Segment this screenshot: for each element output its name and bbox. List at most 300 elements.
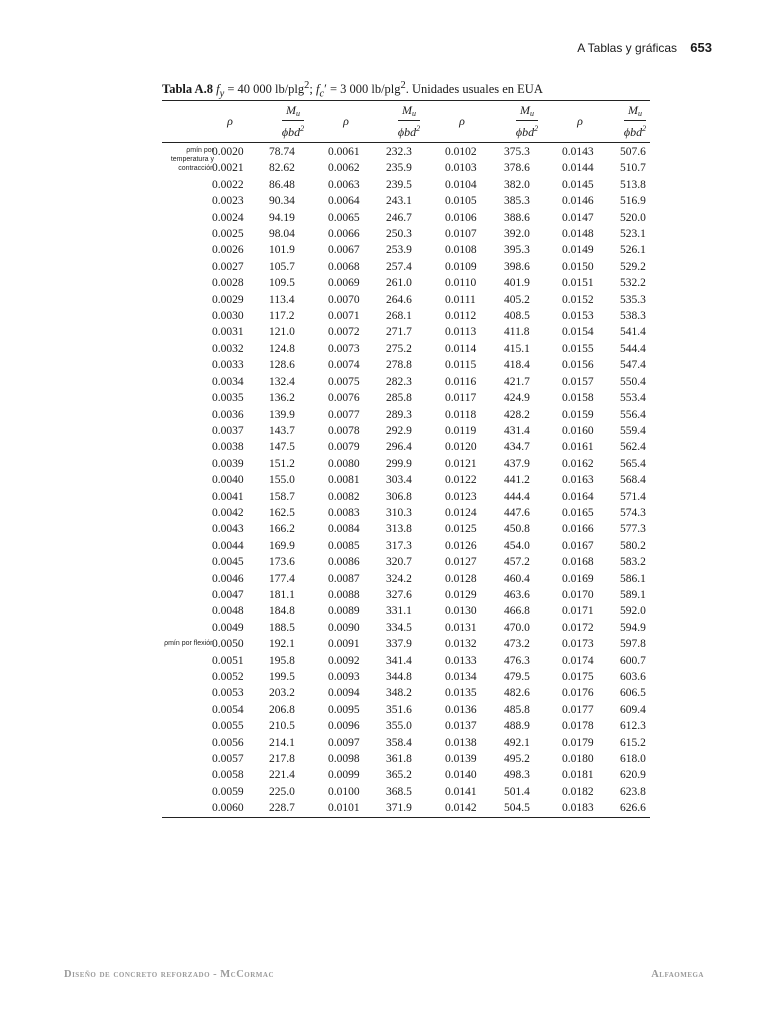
table-row (162, 423, 650, 439)
table-row (162, 324, 650, 340)
footer-publisher: Alfaomega (651, 969, 704, 980)
cell-mu: 592.0 (620, 605, 646, 618)
cell-rho: 0.0130 (445, 605, 477, 618)
cell-mu: 221.4 (269, 769, 295, 782)
cell-rho: 0.0021 (212, 162, 244, 175)
cell-mu: 113.4 (269, 293, 295, 306)
cell-mu: 565.4 (620, 457, 646, 470)
cell-mu: 495.2 (504, 753, 530, 766)
cell-rho: 0.0126 (445, 539, 477, 552)
cell-mu: 124.8 (269, 342, 295, 355)
cell-rho: 0.0071 (328, 310, 360, 323)
cell-rho: 0.0055 (212, 720, 244, 733)
cell-rho: 0.0091 (328, 638, 360, 651)
note-rho-min-temperature: ρmín por temperatura y contracción (170, 147, 214, 172)
cell-rho: 0.0166 (562, 523, 594, 536)
cell-mu: 117.2 (269, 310, 295, 323)
table-row (162, 193, 650, 209)
cell-mu: 217.8 (269, 753, 295, 766)
header-mu-over-phibd2 (263, 101, 323, 142)
header-mu-subscript: u (296, 109, 300, 118)
cell-rho: 0.0124 (445, 506, 477, 519)
cell-rho: 0.0066 (328, 228, 360, 241)
cell-mu: 147.5 (269, 441, 295, 454)
header-phibd: ϕbd (515, 125, 535, 139)
cell-rho: 0.0175 (562, 671, 594, 683)
cell-rho: 0.0093 (328, 671, 360, 683)
cell-mu: 264.6 (386, 293, 412, 306)
cell-rho: 0.0180 (562, 753, 594, 766)
table-row (162, 702, 650, 718)
cell-mu: 547.4 (620, 359, 646, 372)
cell-rho: 0.0020 (212, 146, 244, 158)
cell-mu: 296.4 (386, 441, 412, 454)
cell-mu: 398.6 (504, 260, 530, 273)
table-row (162, 390, 650, 406)
cell-rho: 0.0119 (445, 424, 477, 437)
cell-mu: 155.0 (269, 474, 295, 487)
cell-mu: 466.8 (504, 605, 530, 618)
table-row (162, 242, 650, 258)
cell-rho: 0.0094 (328, 687, 360, 700)
cell-rho: 0.0069 (328, 277, 360, 290)
cell-mu: 188.5 (269, 621, 295, 634)
cell-rho: 0.0068 (328, 260, 360, 273)
cell-rho: 0.0078 (328, 424, 360, 437)
table-row (162, 144, 650, 160)
cell-mu: 626.6 (620, 802, 646, 815)
header-mu-subscript: u (638, 109, 642, 118)
cell-mu: 331.1 (386, 605, 412, 618)
cell-rho: 0.0088 (328, 588, 360, 601)
cell-rho: 0.0077 (328, 408, 360, 421)
header-phibd: ϕbd (623, 125, 643, 139)
cell-rho: 0.0107 (445, 228, 477, 241)
cell-mu: 257.4 (386, 260, 412, 273)
header-mu-subscript: u (530, 109, 534, 118)
cell-mu: 594.9 (620, 621, 646, 634)
cell-mu: 529.2 (620, 260, 646, 273)
cell-mu: 317.3 (386, 539, 412, 552)
running-head (577, 40, 712, 56)
cell-rho: 0.0170 (562, 588, 594, 601)
cell-rho: 0.0083 (328, 506, 360, 519)
cell-mu: 368.5 (386, 785, 412, 798)
cell-rho: 0.0023 (212, 195, 244, 208)
table-row (162, 439, 650, 455)
cell-mu: 405.2 (504, 293, 530, 306)
cell-rho: 0.0137 (445, 720, 477, 733)
cell-mu: 577.3 (620, 523, 646, 536)
header-rho: ρ (343, 114, 349, 128)
cell-mu: 348.2 (386, 687, 412, 700)
cell-mu: 139.9 (269, 408, 295, 421)
cell-rho: 0.0159 (562, 408, 594, 421)
cell-rho: 0.0090 (328, 621, 360, 634)
table-row (162, 767, 650, 783)
table-row (162, 800, 650, 816)
cell-mu: 86.48 (269, 178, 295, 191)
cell-rho: 0.0036 (212, 408, 244, 421)
cell-rho: 0.0134 (445, 671, 477, 683)
cell-mu: 520.0 (620, 211, 646, 224)
cell-mu: 623.8 (620, 785, 646, 798)
cell-mu: 253.9 (386, 244, 412, 257)
cell-rho: 0.0162 (562, 457, 594, 470)
cell-rho: 0.0085 (328, 539, 360, 552)
cell-mu: 320.7 (386, 556, 412, 569)
cell-mu: 337.9 (386, 638, 412, 651)
cell-rho: 0.0167 (562, 539, 594, 552)
cell-mu: 580.2 (620, 539, 646, 552)
cell-mu: 388.6 (504, 211, 530, 224)
cell-rho: 0.0173 (562, 638, 594, 651)
cell-rho: 0.0115 (445, 359, 477, 372)
cell-mu: 169.9 (269, 539, 295, 552)
cell-mu: 341.4 (386, 654, 412, 667)
cell-mu: 463.6 (504, 588, 530, 601)
cell-mu: 606.5 (620, 687, 646, 700)
cell-mu: 559.4 (620, 424, 646, 437)
cell-rho: 0.0171 (562, 605, 594, 618)
cell-rho: 0.0058 (212, 769, 244, 782)
cell-mu: 589.1 (620, 588, 646, 601)
cell-rho: 0.0120 (445, 441, 477, 454)
cell-mu: 292.9 (386, 424, 412, 437)
cell-rho: 0.0141 (445, 785, 477, 798)
cell-rho: 0.0070 (328, 293, 360, 306)
table-row (162, 489, 650, 505)
fy-symbol: f (216, 82, 220, 97)
table-label: Tabla A.8 (162, 82, 213, 97)
cell-mu: 516.9 (620, 195, 646, 208)
header-rho: ρ (459, 114, 465, 128)
cell-rho: 0.0160 (562, 424, 594, 437)
cell-rho: 0.0143 (562, 146, 594, 158)
fc-prime: ′ (324, 82, 327, 97)
cell-rho: 0.0113 (445, 326, 477, 339)
cell-mu: 450.8 (504, 523, 530, 536)
cell-rho: 0.0139 (445, 753, 477, 766)
cell-rho: 0.0165 (562, 506, 594, 519)
cell-mu: 597.8 (620, 638, 646, 651)
cell-mu: 568.4 (620, 474, 646, 487)
cell-rho: 0.0145 (562, 178, 594, 191)
cell-mu: 421.7 (504, 375, 530, 388)
cell-mu: 214.1 (269, 736, 295, 749)
table-row (162, 685, 650, 701)
cell-mu: 378.6 (504, 162, 530, 175)
cell-rho: 0.0037 (212, 424, 244, 437)
cell-rho: 0.0105 (445, 195, 477, 208)
cell-rho: 0.0110 (445, 277, 477, 290)
cell-mu: 600.7 (620, 654, 646, 667)
header-mu-over-phibd2 (379, 101, 439, 142)
cell-rho: 0.0142 (445, 802, 477, 815)
cell-mu: 303.4 (386, 474, 412, 487)
cell-mu: 225.0 (269, 785, 295, 798)
cell-mu: 105.7 (269, 260, 295, 273)
cell-rho: 0.0114 (445, 342, 477, 355)
cell-mu: 306.8 (386, 490, 412, 503)
cell-rho: 0.0149 (562, 244, 594, 257)
header-rho: ρ (577, 114, 583, 128)
cell-mu: 415.1 (504, 342, 530, 355)
cell-mu: 556.4 (620, 408, 646, 421)
cell-rho: 0.0034 (212, 375, 244, 388)
cell-rho: 0.0042 (212, 506, 244, 519)
cell-rho: 0.0133 (445, 654, 477, 667)
cell-mu: 428.2 (504, 408, 530, 421)
cell-mu: 395.3 (504, 244, 530, 257)
cell-rho: 0.0084 (328, 523, 360, 536)
table-row (162, 275, 650, 291)
cell-rho: 0.0082 (328, 490, 360, 503)
cell-rho: 0.0095 (328, 703, 360, 716)
cell-mu: 437.9 (504, 457, 530, 470)
cell-mu: 513.8 (620, 178, 646, 191)
cell-mu: 206.8 (269, 703, 295, 716)
header-phibd-exponent: 2 (300, 124, 305, 133)
cell-mu: 121.0 (269, 326, 295, 339)
table-row (162, 226, 650, 242)
cell-rho: 0.0129 (445, 588, 477, 601)
cell-mu: 441.2 (504, 474, 530, 487)
header-mu-over-phibd2 (497, 101, 557, 142)
table-row (162, 521, 650, 537)
cell-mu: 424.9 (504, 392, 530, 405)
table-row (162, 620, 650, 636)
cell-mu: 82.62 (269, 162, 295, 175)
cell-rho: 0.0057 (212, 753, 244, 766)
cell-mu: 444.4 (504, 490, 530, 503)
cell-rho: 0.0076 (328, 392, 360, 405)
cell-mu: 612.3 (620, 720, 646, 733)
table-bottom-rule (162, 817, 650, 818)
cell-mu: 351.6 (386, 703, 412, 716)
cell-rho: 0.0148 (562, 228, 594, 241)
cell-mu: 210.5 (269, 720, 295, 733)
cell-rho: 0.0099 (328, 769, 360, 782)
cell-rho: 0.0033 (212, 359, 244, 372)
cell-rho: 0.0098 (328, 753, 360, 766)
cell-rho: 0.0116 (445, 375, 477, 388)
cell-mu: 250.3 (386, 228, 412, 241)
cell-rho: 0.0025 (212, 228, 244, 241)
cell-rho: 0.0028 (212, 277, 244, 290)
cell-mu: 553.4 (620, 392, 646, 405)
cell-rho: 0.0128 (445, 572, 477, 585)
cell-rho: 0.0059 (212, 785, 244, 798)
cell-mu: 184.8 (269, 605, 295, 618)
cell-rho: 0.0075 (328, 375, 360, 388)
cell-mu: 232.3 (386, 146, 412, 158)
cell-rho: 0.0118 (445, 408, 477, 421)
cell-mu: 228.7 (269, 802, 295, 815)
cell-rho: 0.0029 (212, 293, 244, 306)
cell-rho: 0.0155 (562, 342, 594, 355)
cell-mu: 385.3 (504, 195, 530, 208)
cell-mu: 282.3 (386, 375, 412, 388)
cell-mu: 550.4 (620, 375, 646, 388)
cell-rho: 0.0174 (562, 654, 594, 667)
cell-rho: 0.0109 (445, 260, 477, 273)
cell-rho: 0.0144 (562, 162, 594, 175)
cell-mu: 243.1 (386, 195, 412, 208)
cell-rho: 0.0043 (212, 523, 244, 536)
cell-mu: 392.0 (504, 228, 530, 241)
running-head-section: A Tablas y gráficas (577, 41, 678, 55)
cell-mu: 510.7 (620, 162, 646, 175)
cell-rho: 0.0158 (562, 392, 594, 405)
cell-mu: 132.4 (269, 375, 295, 388)
cell-rho: 0.0053 (212, 687, 244, 700)
header-mu-symbol: M (628, 103, 638, 117)
cell-mu: 488.9 (504, 720, 530, 733)
cell-rho: 0.0178 (562, 720, 594, 733)
table-row (162, 587, 650, 603)
cell-mu: 199.5 (269, 671, 295, 683)
cell-mu: 447.6 (504, 506, 530, 519)
cell-rho: 0.0089 (328, 605, 360, 618)
cell-mu: 507.6 (620, 146, 646, 158)
cell-rho: 0.0079 (328, 441, 360, 454)
cell-mu: 501.4 (504, 785, 530, 798)
cell-rho: 0.0179 (562, 736, 594, 749)
cell-mu: 541.4 (620, 326, 646, 339)
cell-rho: 0.0106 (445, 211, 477, 224)
cell-rho: 0.0181 (562, 769, 594, 782)
cell-rho: 0.0125 (445, 523, 477, 536)
cell-mu: 532.2 (620, 277, 646, 290)
cell-mu: 492.1 (504, 736, 530, 749)
cell-mu: 538.3 (620, 310, 646, 323)
cell-mu: 136.2 (269, 392, 295, 405)
table-row (162, 292, 650, 308)
table-row (162, 505, 650, 521)
cell-mu: 289.3 (386, 408, 412, 421)
cell-rho: 0.0111 (445, 293, 476, 306)
table-header-rule (162, 142, 650, 143)
cell-rho: 0.0152 (562, 293, 594, 306)
cell-rho: 0.0067 (328, 244, 360, 257)
table-row (162, 603, 650, 619)
cell-mu: 470.0 (504, 621, 530, 634)
cell-mu: 192.1 (269, 638, 295, 651)
cell-rho: 0.0123 (445, 490, 477, 503)
cell-mu: 574.3 (620, 506, 646, 519)
table-row (162, 210, 650, 226)
cell-rho: 0.0136 (445, 703, 477, 716)
cell-rho: 0.0038 (212, 441, 244, 454)
table-row (162, 636, 650, 652)
cell-mu: 401.9 (504, 277, 530, 290)
fy-exponent: 2 (304, 80, 310, 91)
cell-rho: 0.0051 (212, 654, 244, 667)
cell-mu: 544.4 (620, 342, 646, 355)
cell-rho: 0.0027 (212, 260, 244, 273)
table-row (162, 669, 650, 685)
table-row (162, 341, 650, 357)
cell-mu: 173.6 (269, 556, 295, 569)
cell-mu: 562.4 (620, 441, 646, 454)
fc-subscript: c (319, 88, 325, 100)
table-row (162, 751, 650, 767)
cell-mu: 371.9 (386, 802, 412, 815)
cell-mu: 485.8 (504, 703, 530, 716)
cell-rho: 0.0183 (562, 802, 594, 815)
cell-mu: 299.9 (386, 457, 412, 470)
header-phibd-exponent: 2 (416, 124, 421, 133)
cell-mu: 177.4 (269, 572, 295, 585)
cell-rho: 0.0062 (328, 162, 360, 175)
cell-mu: 408.5 (504, 310, 530, 323)
cell-mu: 195.8 (269, 654, 295, 667)
cell-rho: 0.0063 (328, 178, 360, 191)
cell-mu: 482.6 (504, 687, 530, 700)
table-row (162, 554, 650, 570)
table-caption: Tabla A.8 $f_y = 40$ 000 lb/plg$^2$; $f_c' = 3$ 000 lb/plg$^2$. Unidades usuales en EUA (162, 80, 543, 100)
cell-mu: 603.6 (620, 671, 646, 683)
cell-rho: 0.0087 (328, 572, 360, 585)
cell-rho: 0.0045 (212, 556, 244, 569)
cell-rho: 0.0046 (212, 572, 244, 585)
header-mu-symbol: M (520, 103, 530, 117)
cell-rho: 0.0050 (212, 638, 244, 651)
cell-mu: 526.1 (620, 244, 646, 257)
table-row (162, 308, 650, 324)
cell-rho: 0.0150 (562, 260, 594, 273)
cell-mu: 268.1 (386, 310, 412, 323)
header-phibd: ϕbd (397, 125, 417, 139)
cell-rho: 0.0048 (212, 605, 244, 618)
fc-value: = 3 000 lb/plg (326, 82, 401, 97)
table-row (162, 538, 650, 554)
cell-mu: 78.74 (269, 146, 295, 158)
cell-rho: 0.0151 (562, 277, 594, 290)
cell-mu: 275.2 (386, 342, 412, 355)
cell-rho: 0.0117 (445, 392, 477, 405)
cell-rho: 0.0135 (445, 687, 477, 700)
cell-rho: 0.0073 (328, 342, 360, 355)
cell-mu: 109.5 (269, 277, 295, 290)
cell-rho: 0.0156 (562, 359, 594, 372)
cell-mu: 203.2 (269, 687, 295, 700)
cell-mu: 310.3 (386, 506, 412, 519)
cell-mu: 162.5 (269, 506, 295, 519)
cell-mu: 278.8 (386, 359, 412, 372)
cell-rho: 0.0140 (445, 769, 477, 782)
cell-mu: 418.4 (504, 359, 530, 372)
cell-rho: 0.0092 (328, 654, 360, 667)
cell-rho: 0.0022 (212, 178, 244, 191)
cell-rho: 0.0039 (212, 457, 244, 470)
cell-rho: 0.0122 (445, 474, 477, 487)
cell-rho: 0.0131 (445, 621, 477, 634)
cell-rho: 0.0168 (562, 556, 594, 569)
cell-mu: 158.7 (269, 490, 295, 503)
table-row (162, 472, 650, 488)
cell-mu: 382.0 (504, 178, 530, 191)
cell-rho: 0.0101 (328, 802, 360, 815)
table-row (162, 653, 650, 669)
cell-rho: 0.0044 (212, 539, 244, 552)
cell-mu: 355.0 (386, 720, 412, 733)
table-row (162, 735, 650, 751)
cell-rho: 0.0065 (328, 211, 360, 224)
cell-mu: 571.4 (620, 490, 646, 503)
cell-rho: 0.0086 (328, 556, 360, 569)
